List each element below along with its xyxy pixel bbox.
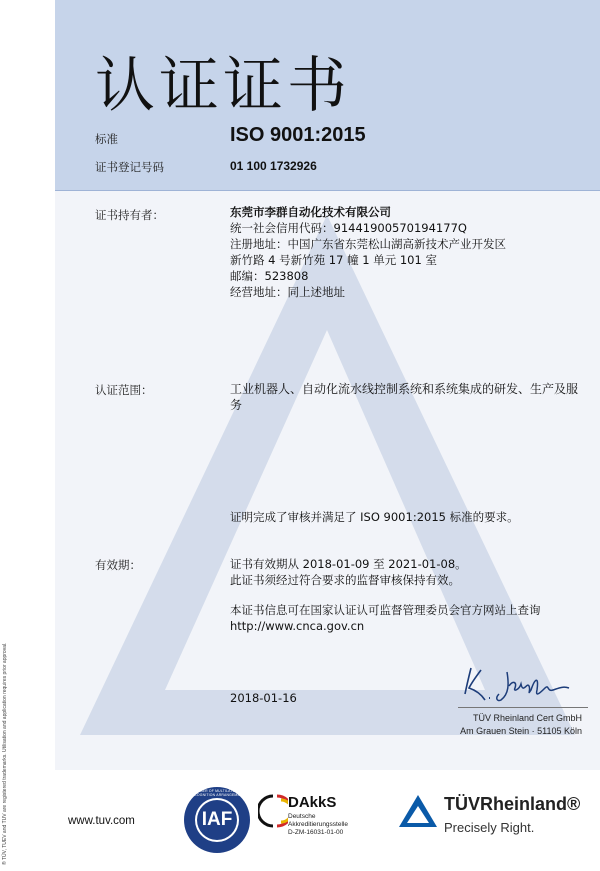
holder-business-address: 经营地址：同上述地址 bbox=[230, 285, 345, 299]
reg-no-value: 01 100 1732926 bbox=[230, 159, 317, 173]
standard-label: 标准 bbox=[95, 132, 118, 146]
validity-label: 有效期： bbox=[95, 558, 141, 572]
dakks-line1: Deutsche bbox=[288, 813, 316, 820]
tuv-slogan: Precisely Right. bbox=[444, 820, 535, 835]
holder-label: 证书持有者： bbox=[95, 208, 164, 222]
website-link[interactable]: www.tuv.com bbox=[68, 815, 135, 827]
dakks-line2: Akkreditierungsstelle bbox=[288, 821, 348, 828]
tuv-triangle-icon bbox=[398, 794, 438, 828]
validity-line1: 证书有效期从 2018-01-09 至 2021-01-08。 bbox=[230, 557, 467, 571]
certificate-title: 认证证书 bbox=[95, 51, 351, 121]
iaf-text: IAF bbox=[201, 809, 233, 830]
reg-no-label: 证书登记号码 bbox=[95, 160, 164, 174]
issuer-address: Am Grauen Stein · 51105 Köln bbox=[460, 726, 582, 736]
dakks-logo bbox=[258, 788, 378, 858]
tuv-brand: TÜVRheinland® bbox=[444, 794, 581, 814]
side-trademark-note: ® TÜV, TUEV and TUV are registered trademarks. Utilisation and application requires prior approval. bbox=[2, 642, 8, 865]
scope-label: 认证范围： bbox=[95, 383, 153, 397]
holder-address-line2: 新竹路 4 号新竹苑 17 幢 1 单元 101 室 bbox=[230, 253, 437, 267]
scope-line1: 工业机器人、自动化流水线控制系统和系统集成的研发、生产及服 bbox=[230, 382, 579, 396]
iaf-ring-text: MEMBER OF MULTILATERAL RECOGNITION ARRANGEMENT bbox=[189, 789, 245, 797]
tuv-logo bbox=[398, 792, 593, 848]
signature-line bbox=[458, 707, 588, 708]
verify-url[interactable]: http://www.cnca.gov.cn bbox=[230, 619, 365, 633]
verify-line1: 本证书信息可在国家认证认可监督管理委员会官方网站上查询 bbox=[230, 603, 541, 617]
standard-value: ISO 9001:2015 bbox=[230, 124, 366, 146]
dakks-line3: D-ZM-16031-01-00 bbox=[288, 829, 344, 836]
validity-line2: 此证书须经过符合要求的监督审核保持有效。 bbox=[230, 573, 460, 587]
holder-credit-code: 统一社会信用代码：91441900570194177Q bbox=[230, 221, 467, 235]
validity-block bbox=[230, 556, 467, 588]
audit-statement: 证明完成了审核并满足了 ISO 9001:2015 标准的要求。 bbox=[230, 510, 519, 524]
holder-company: 东莞市李群自动化技术有限公司 bbox=[230, 205, 391, 219]
signature bbox=[455, 660, 590, 706]
signature-mark bbox=[455, 660, 590, 706]
scope-block bbox=[230, 381, 578, 413]
scope-line2: 务 bbox=[230, 398, 243, 412]
issue-date: 2018-01-16 bbox=[230, 691, 297, 705]
dakks-text bbox=[288, 813, 348, 837]
holder-block bbox=[230, 204, 506, 300]
holder-postcode: 邮编：523808 bbox=[230, 269, 309, 283]
dakks-emblem-icon bbox=[258, 794, 288, 828]
verify-block bbox=[230, 602, 541, 634]
issuer-name: TÜV Rheinland Cert GmbH bbox=[472, 713, 582, 723]
iaf-logo bbox=[182, 785, 252, 855]
holder-address-line1: 注册地址：中国广东省东莞松山湖高新技术产业开发区 bbox=[230, 237, 506, 251]
dakks-name: DAkkS bbox=[288, 794, 337, 811]
